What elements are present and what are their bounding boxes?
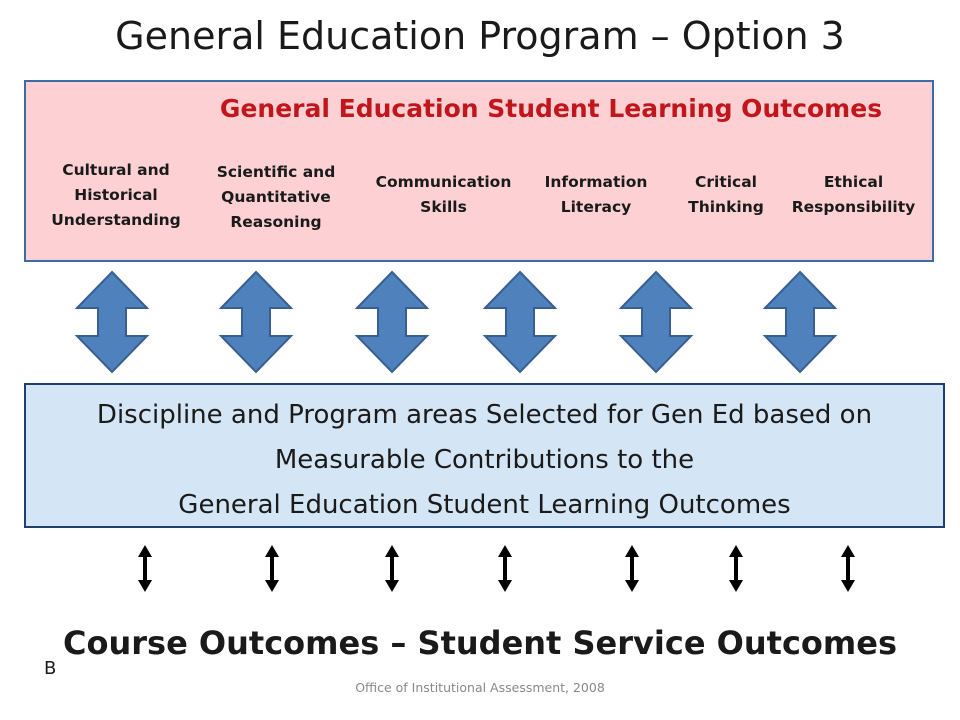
discipline-program-text: Discipline and Program areas Selected for Gen Ed based on Measurable Contributions to the General Education Student Learning Outcomes [96,400,873,520]
footer-credit: Office of Institutional Assessment, 2008 [355,680,605,695]
big-double-arrow-6 [765,272,835,372]
small-double-arrow-4 [498,545,512,592]
big-double-arrow-3 [357,272,427,372]
discipline-program-box [24,383,945,528]
outcome-critical-thinking: Critical Thinking [688,173,764,216]
slide-title: General Education Program – Option 3 [115,14,845,58]
outcome-scientific-quantitative: Scientific and Quantitative Reasoning [216,163,336,231]
outcome-information-literacy: Information Literacy [544,173,648,216]
big-double-arrow-1 [77,272,147,372]
small-double-arrow-7 [841,545,855,592]
small-double-arrows [138,545,855,592]
small-double-arrow-2 [265,545,279,592]
big-double-arrow-4 [485,272,555,372]
small-double-arrow-3 [385,545,399,592]
big-double-arrow-2 [221,272,291,372]
small-double-arrow-5 [625,545,639,592]
learning-outcomes-heading: General Education Student Learning Outcomes [219,94,883,123]
small-double-arrow-6 [729,545,743,592]
outcome-ethical-responsibility: Ethical Responsibility [791,173,916,216]
big-double-arrow-5 [621,272,691,372]
outcome-communication: Communication Skills [375,173,512,216]
course-outcomes-title: Course Outcomes – Student Service Outcomes [63,624,897,662]
big-double-arrows [77,272,835,372]
slide-letter: B [44,658,57,679]
small-double-arrow-1 [138,545,152,592]
outcome-cultural-historical: Cultural and Historical Understanding [51,161,181,229]
